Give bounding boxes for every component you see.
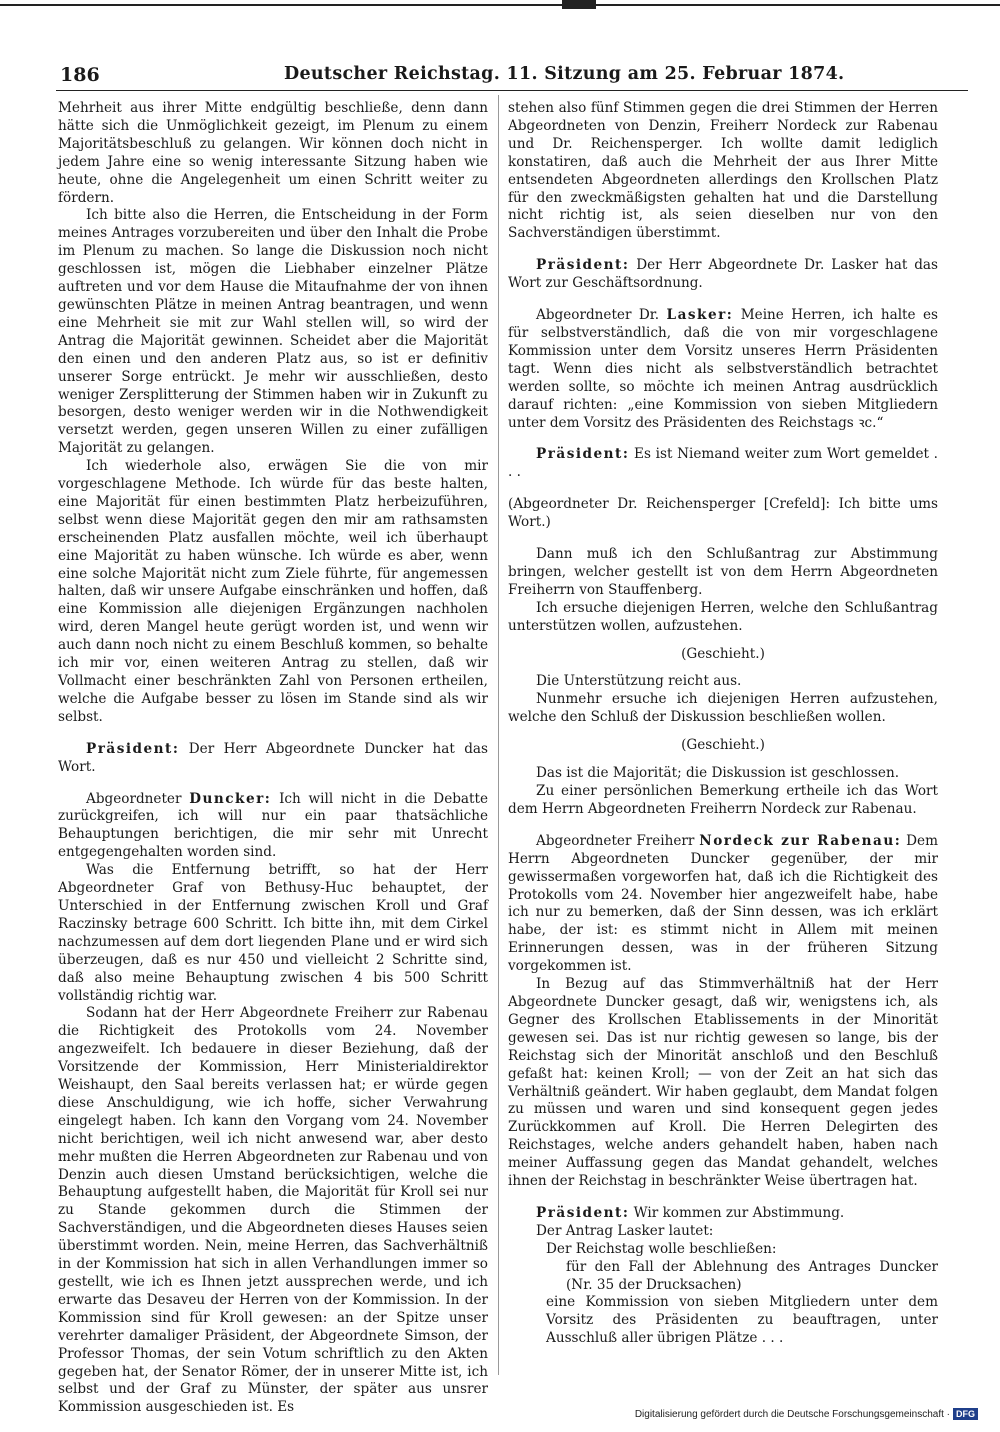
speech-text: Es ist Niemand weiter zum Wort gemeldet . . . [508, 446, 938, 481]
stage-direction: (Geschieht.) [681, 737, 765, 754]
speaker-paragraph [508, 446, 938, 482]
footer-credit: Digitalisierung gefördert durch die Deutsche Forschungsgemeinschaft · [634, 1408, 950, 1420]
speaker-intro: Abgeordneter Freiherr [536, 832, 695, 849]
speaker-name: Nordeck zur Rabenau: [699, 832, 902, 849]
speaker-paragraph [508, 307, 938, 432]
speaker-paragraph [58, 791, 488, 863]
motion-line: für den Fall der Ablehnung des Antrages Duncker (Nr. 35 der Drucksachen) [566, 1258, 938, 1293]
paragraph: stehen also fünf Stimmen gegen die drei Stimmen der Herren Abgeordneten von Denzin, Freiherr Nordeck zur Rabenau und Dr. Reichensperger. Ich wollte damit lediglich konstatiren, daß auch die Mehrheit der aus Ihrer Mitte entsendeten Abgeordneten allerdings den Krollschen Platz für den zweckmäßigsten gehalten hat und die Darstellung nicht richtig ist, als seien dieselben nur von den Sachverständigen überstimmt. [508, 100, 938, 242]
paragraph: Die Unterstützung reicht aus. [536, 673, 742, 690]
top-ornament [562, 0, 596, 9]
speech-text: Wir kommen zur Abstimmung. [633, 1204, 845, 1221]
paragraph: Sodann hat der Herr Abgeordnete Freiherr zur Rabenau die Richtigkeit des Protokolls vom 24. November angezweifelt. Ich bedauere in dieser Beziehung, daß der Vorsitzende der Kommission, Herr Ministerialdirektor Weishaupt, den Saal bereits verlassen hat; er würde gegen diese Anschuldigung, wie ich hoffe, sicher Verwahrung eingelegt haben. Ich kann den Vorgang vom 24. November nicht berichtigen, weil ich nicht anwesend war, aber desto mehr mußten die Herren Abgeordneten zur Rabenau und von Denzin auch diesen Umstand berücksichtigen, welche die Behauptung aufgestellt haben, die Majorität für Kroll sei nur zu Stande gekommen durch die Stimmen der Sachverständigen, und die Abgeordneten dieses Hauses seien überstimmt worden. Nein, meine Herren, das Sachverhältniß in der Kommission hat sich in allen Verhandlungen immer so gestellt, wie ich es Ihnen jetzt aussprechen werde, und ich erwarte das Desaveu der Herren von der Kommission. In der Kommission sind für Kroll gewesen: an der Spitze unser verehrter damaliger Präsident, der Abgeordnete Simson, der Professor Thomas, der sein Votum schriftlich zu den Akten gegeben hat, der Senator Römer, der in unserer Mitte ist, ich selbst und der Graf zu Münster, der später aus unsrer Kommission ausgeschieden ist. Es [58, 1005, 488, 1416]
paragraph: Ich bitte also die Herren, die Entscheidung in der Form meines Antrages vorzubereiten und über den Inhalt die Probe im Plenum zu machen. So lange die Diskussion noch nicht geschlossen ist, mögen die Liebhaber einzelner Plätze auftreten und vor dem Hause die Mitaufnahme der von ihnen gewünschten Plätze in meinen Antrag beantragen, und wenn eine Mehrheit sie mit zur Wahl stellen will, so wird der Antrag die Majorität gewinnen. Scheidet aber die Majorität den einen und den anderen Platz aus, so ist er definitiv unserer Sorge entrückt. Je mehr wir ausschließen, desto weniger Zersplitterung der Stimmen haben wir in Zukunft zu besorgen, desto weniger werden wir in die Nothwendigkeit versetzt werden, gegen unseren Willen zu einer zufälligen Majorität zu gelangen. [58, 207, 488, 457]
dfg-logo: DFG [953, 1408, 978, 1420]
interjection: (Abgeordneter Dr. Reichensperger [Crefeld]: Ich bitte ums Wort.) [508, 496, 938, 531]
page-header [56, 62, 968, 91]
paragraph: Nunmehr ersuche ich diejenigen Herren aufzustehen, welche den Schluß der Diskussion beschließen wollen. [508, 691, 938, 726]
speaker-paragraph [508, 257, 938, 293]
motion-line: Der Reichstag wolle beschließen: [546, 1240, 777, 1257]
page-title: Deutscher Reichstag. 11. Sitzung am 25. Februar 1874. [284, 64, 845, 84]
speech-text: Der Herr Abgeordnete Dr. Lasker hat das Wort zur Geschäftsordnung. [508, 257, 939, 292]
footer [635, 1408, 978, 1420]
speaker-name: Präsident: [536, 446, 630, 463]
paragraph: Zu einer persönlichen Bemerkung ertheile ich das Wort dem Herrn Abgeordneten Freiherrn Nordeck zur Rabenau. [508, 783, 938, 817]
right-column [508, 100, 938, 1348]
left-column [58, 100, 488, 1417]
paragraph: Das ist die Majorität; die Diskussion ist geschlossen. [536, 765, 900, 782]
top-rule [0, 4, 1000, 6]
speaker-paragraph [508, 1205, 938, 1223]
speaker-name: Präsident: [86, 740, 180, 757]
speaker-intro: Abgeordneter [86, 790, 182, 807]
paragraph: Ich ersuche diejenigen Herren, welche den Schlußantrag unterstützen wollen, aufzustehen. [508, 599, 938, 634]
paragraph: Mehrheit aus ihrer Mitte endgültig beschließe, denn dann hätte sich die Unmöglichkeit gezeigt, im Plenum zu einem Majoritätsbeschluß zu gelangen. Wir können doch nicht in jedem Jahre eine so wenig interessante Sitzung haben wie heute, ohne die Angelegenheit um einen Schritt weiter zu fördern. [58, 100, 488, 206]
speaker-name: Duncker: [189, 790, 272, 807]
speech-text: Dem Herrn Abgeordneten Duncker gegenüber, der mir gewissermaßen vorgeworfen hat, daß ich die Richtigkeit des Protokolls vom 24. November hier angezweifelt habe, habe ich nur zu bemerken, daß der Sinn dessen, was ich erklärt habe, der ist: es stimmt nicht in Allem mit meinen Erinnerungen dessen, was in der früheren Sitzung vorgekommen ist. [508, 832, 938, 975]
column-divider [498, 95, 499, 1375]
page-number: 186 [60, 64, 100, 86]
paragraph: Ich wiederhole also, erwägen Sie die von mir vorgeschlagene Methode. Ich würde für das beste halten, eine Majorität für einen bestimmten Platz herbeizuführen, selbst wenn diese Majorität gegen den mir am rathsamsten erscheinenden Platz ausfallen möchte, weil ich überhaupt eine Majorität zu haben wünsche. Ich würde es aber, wenn eine solche Majorität nicht zum Ziele führte, für angemessen halten, daß wir unsere Aufgabe einschränken und hoffen, daß eine Kommission alle diejenigen Ergänzungen nachholen wird, deren Mangel heute gerügt worden ist, und wenn wir auch dann noch nicht zu einem Beschluß kommen, so behalte ich mir vor, einen weiteren Antrag zu stellen, daß wir Vollmacht einer beschränkten Zahl von Personen ertheilen, welche die Aufgabe besser zu lösen im Stande sind als wir selbst. [58, 458, 488, 725]
motion-line: eine Kommission von sieben Mitgliedern unter dem Vorsitz des Präsidenten zu beauftragen, unter Ausschluß aller übrigen Plätze . . . [546, 1294, 938, 1347]
speaker-name: Präsident: [536, 1204, 630, 1221]
speaker-name: Lasker: [666, 307, 734, 324]
speech-text: Ich will nicht in die Debatte zurückgreifen, ich will nur ein paar thatsächliche Behauptungen berichtigen, die mir sehr mit Unrecht entgegengehalten worden sind. [58, 790, 489, 861]
speech-text: Der Herr Abgeordnete Duncker hat das Wort. [58, 740, 489, 775]
paragraph: Was die Entfernung betrifft, so hat der Herr Abgeordneter Graf von Bethusy-Huc behauptet, der Unterschied in der Entfernung zwischen Kroll und Graf Raczinsky betrage 600 Schritt. Ich bitte ihn, mit dem Cirkel nachzumessen auf dem dort liegenden Plane und er wird sich überzeugen, daß es nur 450 und vielleicht 2 Schritte sind, daß also meine Behauptung zwischen 4 bis 500 Schritt vollständig richtig war. [58, 862, 488, 1004]
stage-direction: (Geschieht.) [681, 645, 765, 662]
speaker-paragraph [58, 741, 488, 777]
speaker-paragraph [508, 833, 938, 976]
paragraph: In Bezug auf das Stimmverhältniß hat der Herr Abgeordnete Duncker gesagt, daß wir, wenigstens ich, als Gegner des Krollschen Etablissements in der Minorität gewesen sei. Das ist nur richtig gewesen so lange, bis der Reichstag sich der Minorität anschloß und den Beschluß gefaßt hat: keinen Kroll; — von der Zeit an hat sich das Verhältniß geändert. Wir haben geglaubt, dem Mandat folgen zu müssen und waren und sind konsequent gegen jedes Zurückkommen auf Kroll. Die Herren Delegirten des Reichstages, welche anders gehandelt haben, haben nach meiner Auffassung gegen das Mandat gehandelt, welches ihnen der Reichstag in beschränkter Weise übertragen hat. [508, 976, 938, 1190]
speaker-intro: Abgeordneter Dr. [536, 307, 660, 324]
speech-text: Meine Herren, ich halte es für selbstverständlich, daß die von mir vorgeschlagene Kommission unter dem Vorsitz unseres Herrn Präsidenten tagt. Wenn dies nicht als selbstverständlich betrachtet werden sollte, so möchte ich meinen Antrag ausdrücklich darauf richten: „eine Kommission von sieben Mitgliedern unter dem Vorsitz des Präsidenten des Reichstags ꝛc.“ [508, 307, 938, 431]
speaker-name: Präsident: [536, 257, 630, 274]
paragraph: Dann muß ich den Schlußantrag zur Abstimmung bringen, welcher gestellt ist von dem Herrn Abgeordneten Freiherrn von Stauffenberg. [508, 546, 938, 598]
motion-line: Der Antrag Lasker lautet: [536, 1222, 714, 1239]
